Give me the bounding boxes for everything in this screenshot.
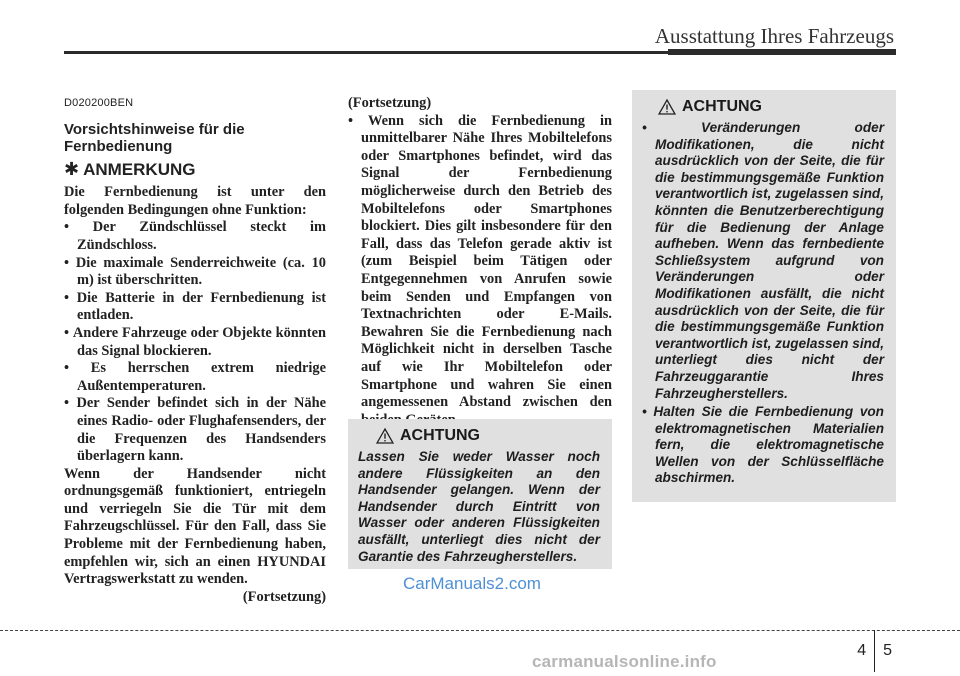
note-bullet-list bbox=[64, 219, 326, 465]
section-title: Ausstattung Ihres Fahrzeugs bbox=[654, 24, 894, 48]
warning-heading bbox=[376, 427, 612, 445]
star-icon: ✱ bbox=[64, 158, 80, 179]
list-item: • Die maximale Senderreichweite (ca. 10 m) ist überschritten. bbox=[64, 255, 326, 290]
warning-triangle-icon bbox=[376, 428, 394, 444]
list-item: • Andere Fahrzeuge oder Objekte könnten das Signal blockieren. bbox=[64, 325, 326, 360]
note-title bbox=[64, 158, 326, 179]
column-middle bbox=[348, 95, 612, 429]
note-title-label: ANMERKUNG bbox=[83, 159, 196, 179]
chapter-number: 4 bbox=[857, 642, 867, 659]
header-rule-accent bbox=[668, 49, 896, 55]
footer-rule bbox=[0, 630, 960, 631]
warning-title: ACHTUNG bbox=[400, 427, 480, 444]
continued-label: (Fortsetzung) bbox=[242, 588, 326, 605]
continued-label: (Fortsetzung) bbox=[348, 95, 432, 111]
warning-box-modifications bbox=[632, 90, 896, 502]
page-number-value: 5 bbox=[883, 642, 892, 659]
warning-heading bbox=[658, 98, 896, 116]
column-left bbox=[64, 95, 326, 606]
warning-title: ACHTUNG bbox=[682, 98, 762, 115]
list-item: • Halten Sie die Fernbedienung von elektromagnetischen Materialien fern, die elektromagnetische Wellen von der Schlüsselfläche abschirmen. bbox=[642, 404, 884, 487]
note-intro: Die Fernbedienung ist unter den folgenden Bedingungen ohne Funktion: bbox=[64, 184, 326, 218]
list-item: • Der Zündschlüssel steckt im Zündschloss. bbox=[64, 219, 326, 254]
continued-bullet-list bbox=[348, 113, 612, 430]
footer-watermark: carmanualsonline.info bbox=[532, 652, 717, 671]
list-item: • Der Sender befindet sich in der Nähe eines Radio- oder Flughafensenders, der die Frequenzen des Handsenders überlagern kann. bbox=[64, 395, 326, 465]
list-item: • Die Batterie in der Fernbedienung ist entladen. bbox=[64, 290, 326, 325]
list-item: • Wenn sich die Fernbedienung in unmittelbarer Nähe Ihres Mobiltelefons oder Smartphones befindet, wird das Signal der Fernbedienung möglicherweise durch den Betrieb des Mobiltelefons oder Smartphones blockiert. Dies gilt insbesondere für den Fall, dass das Telefon gerade aktiv ist (zum Beispiel beim Tätigen oder Entgegennehmen von Anrufen sowie beim Senden und Empfangen von Textnachrichten oder E-Mails. Bewahren Sie die Fernbedienung nach Möglichkeit nicht in derselben Tasche auf wie Ihr Mobiltelefon oder Smartphone und wahren Sie einen angemessenen Abstand zwischen den bbox=[348, 113, 612, 430]
list-item: • Es herrschen extrem niedrige Außentemperaturen. bbox=[64, 360, 326, 395]
list-item: • Veränderungen oder Modifikationen, die nicht ausdrücklich von der Seite, die für die bestimmungsgemäße Funktion verantwortlich ist, zugelassen sind, könnten die Benutzerberechtigung für die Bedienung der Anlage aufheben. Wenn das fernbediente Schließsystem aufgrund von Veränderungen oder Modifikationen ausfällt, die nicht ausdrücklich von der Seite, die für die bestimmungsgemäße Funktion verantwortlich ist, zugelassen sind, unterliegt dies nicht der Fahrzeuggarantie Ihres Fahrzeugherstellers. bbox=[642, 120, 884, 402]
note-paragraph: Wenn der Handsender nicht ordnungsgemäß funktioniert, entriegeln und verriegeln Sie die Tür mit dem Fahrzeugschlüssel. Für den Fall, dass Sie Probleme mit der Fernbedienung haben, empfehlen wir, sich an einen HYUNDAI Vertragswerkstatt zu wenden. bbox=[64, 465, 326, 588]
warning-body bbox=[632, 120, 896, 487]
page-number-divider bbox=[874, 630, 875, 672]
section-code: D020200BEN bbox=[64, 97, 134, 109]
warning-triangle-icon bbox=[658, 99, 676, 115]
page-number bbox=[857, 630, 892, 672]
section-heading: Vorsichtshinweise für die Fernbedienung bbox=[64, 120, 245, 155]
warning-text: Lassen Sie weder Wasser noch andere Flüssigkeiten an den Handsender gelangen. Wenn der Handsender durch Eintritt von Wasser oder anderen Flüssigkeiten ausfällt, unterliegt dies nicht der Garantie des Fahrzeugherstellers. bbox=[358, 449, 600, 564]
watermark-carmanuals: CarManuals2.com bbox=[403, 574, 541, 593]
warning-bullet-list bbox=[642, 120, 884, 487]
warning-box-water bbox=[348, 419, 612, 569]
